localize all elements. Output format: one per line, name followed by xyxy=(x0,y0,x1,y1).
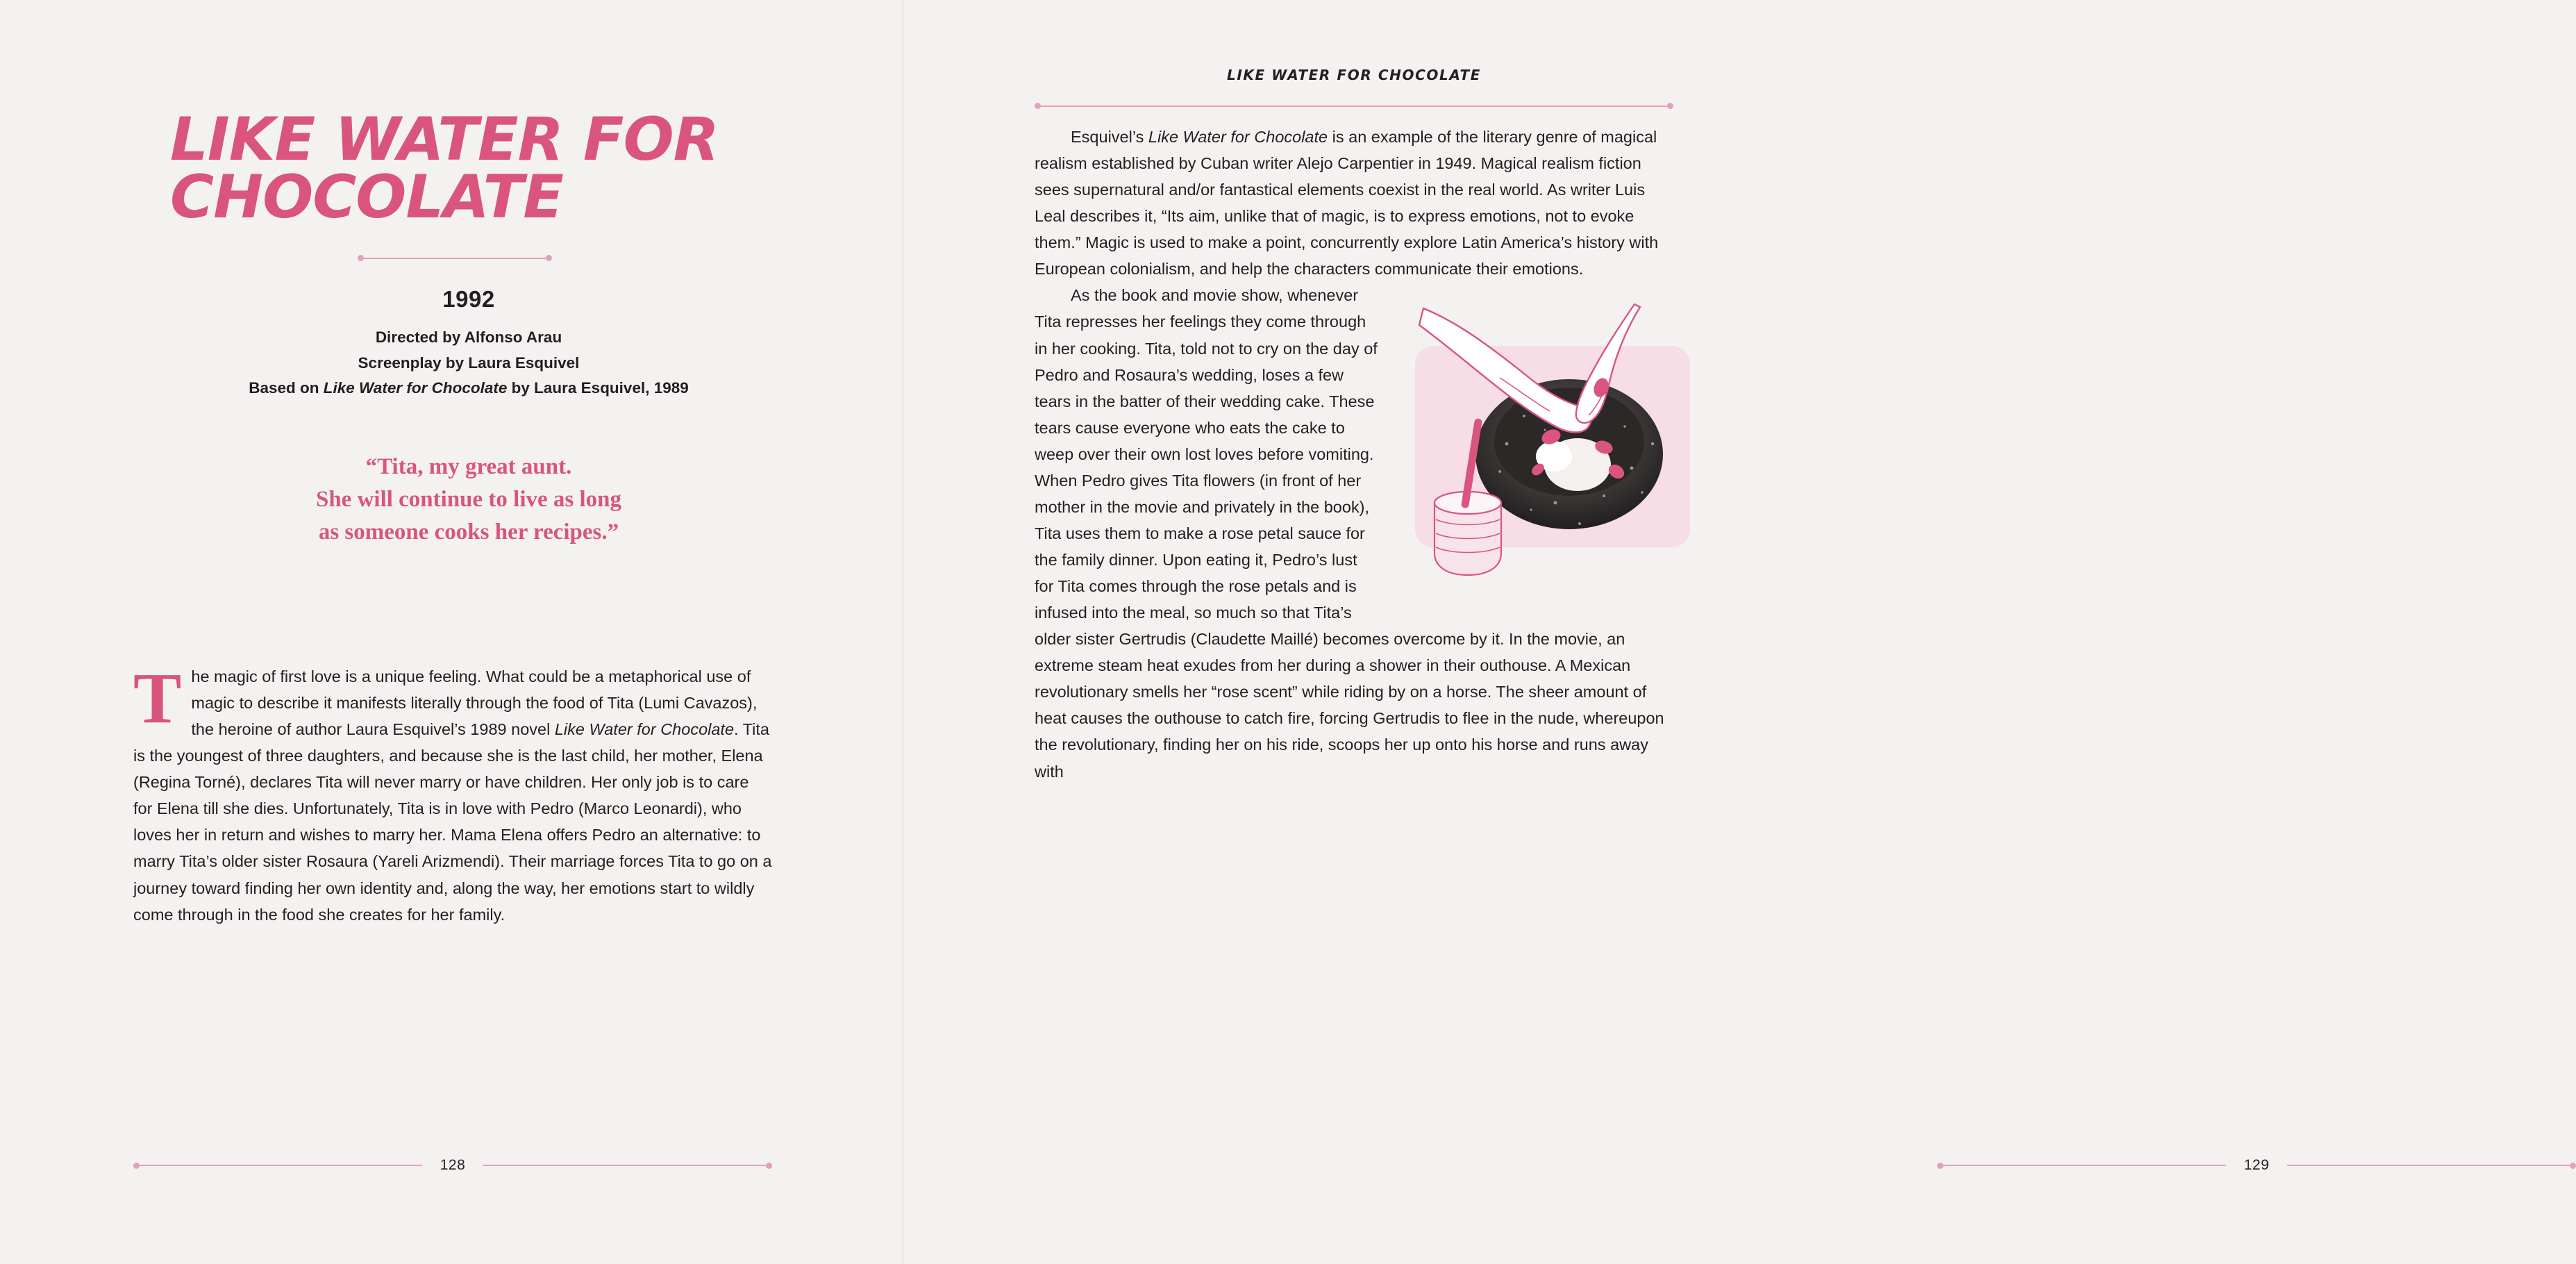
page-number-right: 129 xyxy=(2243,1157,2270,1173)
divider-dot-right xyxy=(546,255,552,261)
left-body-part-2: . Tita is the youngest of three daughters, and because she is the last child, her mother, Elena (Regina Torné), declares Tita will never marry or have children. Her only job is to care for Elena till she dies. Unfortunately, Tita is in love with Pedro (Marco Leonardi), who loves her in return and wishes to marry her. Mama Elena offers Pedro an alternative: to marry Tita’s older sister Rosaura (Yareli Arizmendi). Their marriage forces Tita to go on a journey toward finding her own identity and, along the way, her emotions start to wildly come through in the food she creates for her family. xyxy=(133,720,772,924)
folio-dot-right xyxy=(766,1163,772,1169)
divider-line xyxy=(364,258,546,259)
page-title: LIKE WATER FOR CHOCOLATE xyxy=(170,105,719,232)
pull-quote xyxy=(170,451,767,549)
header-divider xyxy=(1035,103,1673,109)
illustration-svg xyxy=(1396,294,1694,593)
header-divider-line xyxy=(1041,106,1667,107)
folio-right xyxy=(1937,1157,2576,1174)
pull-quote-line-1: “Tita, my great aunt. xyxy=(365,454,572,480)
left-body-part-1: he magic of first love is a unique feeling. What could be a metaphorical use of magic to describe it manifests literally through the food of Tita (Lumi Cavazos), the heroine of author Laura Esquivel’s 1989 novel xyxy=(191,667,758,739)
drop-cap: T xyxy=(133,658,182,738)
folio-dot-left xyxy=(133,1163,140,1169)
title-block xyxy=(170,105,767,549)
folio-dot-left xyxy=(1937,1163,1943,1169)
folio-line-left xyxy=(140,1165,422,1166)
folio-line-right xyxy=(2287,1165,2570,1166)
divider-dot-left xyxy=(358,255,364,261)
title-divider xyxy=(358,255,552,261)
folio-line-right xyxy=(483,1165,766,1166)
credit-source xyxy=(170,376,767,401)
right-para1-part-1: Esquivel’s xyxy=(1071,128,1148,146)
pull-quote-line-3: as someone cooks her recipes.” xyxy=(318,519,619,545)
header-divider-dot-right xyxy=(1667,103,1673,109)
header-divider-dot-left xyxy=(1035,103,1041,109)
left-body-italic-title: Like Water for Chocolate xyxy=(554,720,735,739)
page-number-left: 128 xyxy=(440,1157,466,1173)
folio-left xyxy=(133,1157,772,1174)
left-body-text xyxy=(133,658,772,928)
credit-source-title: Like Water for Chocolate xyxy=(323,379,508,397)
film-credits xyxy=(170,325,767,401)
credit-source-prefix: Based on xyxy=(249,379,324,397)
folio-dot-right xyxy=(2570,1163,2576,1169)
right-para1-part-2: is an example of the literary genre of magical realism established by Cuban writer Alejo Carpentier in 1949. Magical realism fiction sees supernatural and/or fantastical elements coexist in the real world. As writer Luis Leal describes it, “Its aim, unlike that of magic, is to express emotions, not to evoke them.” Magic is used to make a point, concurrently explore Latin America’s history with European colonialism, and help the characters communicate their emotions. xyxy=(1035,128,1659,278)
right-page xyxy=(903,0,2270,1264)
credit-screenplay: Screenplay by Laura Esquivel xyxy=(358,354,580,372)
folio-line-left xyxy=(1943,1165,2226,1166)
pull-quote-line-2: She will continue to live as long xyxy=(315,487,622,513)
right-paragraph-1 xyxy=(1035,124,1673,282)
right-para2-text: As the book and movie show, whenever Tita represses her feelings they come through in her cooking. Tita, told not to cry on the day of Pedro and Rosaura’s wedding, loses a few tears in the batter of their wedding cake. These tears cause everyone who eats the cake to weep over their own lost loves before vomiting. When Pedro gives Tita flowers (in front of her mother in the movie and privately in the book), Tita uses them to make a rose petal sauce for the family dinner. Upon eating it, Pedro’s lust for Tita comes through the rose petals and is infused into the meal, so much so that Tita’s older sister Gertrudis (Claudette Maillé) becomes overcome by it. In the movie, an extreme steam heat exudes from her during a shower in their outhouse. A Mexican revolutionary smells her “rose scent” while riding by on a horse. The sheer amount of heat causes the outhouse to catch fire, forcing Gertrudis to flee in the nude, whereupon the revolutionary, finding her on his ride, scoops her up onto his horse and runs away with xyxy=(1035,286,1664,781)
right-body-text xyxy=(1035,124,1673,785)
mortar-and-pestle-illustration xyxy=(1396,294,1694,593)
right-para1-italic-title: Like Water for Chocolate xyxy=(1148,128,1328,146)
left-page xyxy=(0,0,903,1264)
left-paragraph-1 xyxy=(133,658,772,928)
credit-director: Directed by Alfonso Arau xyxy=(375,329,562,347)
credit-source-suffix: by Laura Esquivel, 1989 xyxy=(507,379,689,397)
film-year: 1992 xyxy=(442,286,495,313)
right-paragraph-2 xyxy=(1035,282,1673,784)
running-head: LIKE WATER FOR CHOCOLATE xyxy=(1226,67,1482,83)
